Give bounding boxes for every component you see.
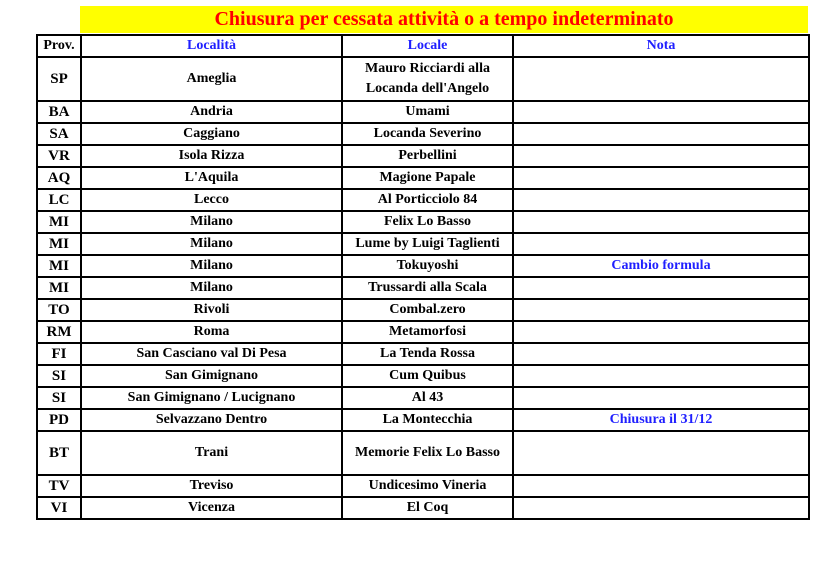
cell-prov: LC xyxy=(37,189,81,211)
cell-locale: Al 43 xyxy=(342,387,513,409)
column-header-localita: Località xyxy=(81,35,342,57)
table-row xyxy=(37,321,809,343)
cell-localita: San Gimignano / Lucignano xyxy=(81,387,342,409)
cell-localita: San Casciano val Di Pesa xyxy=(81,343,342,365)
cell-nota xyxy=(513,277,809,299)
header-row xyxy=(37,35,809,57)
cell-localita: Roma xyxy=(81,321,342,343)
cell-nota xyxy=(513,123,809,145)
cell-localita: San Gimignano xyxy=(81,365,342,387)
cell-nota xyxy=(513,365,809,387)
table-row xyxy=(37,387,809,409)
table-row xyxy=(37,123,809,145)
table-row xyxy=(37,475,809,497)
cell-locale: Felix Lo Basso xyxy=(342,211,513,233)
cell-prov: MI xyxy=(37,233,81,255)
column-header-locale: Locale xyxy=(342,35,513,57)
cell-nota: Cambio formula xyxy=(513,255,809,277)
cell-prov: PD xyxy=(37,409,81,431)
cell-localita: Milano xyxy=(81,277,342,299)
cell-nota xyxy=(513,189,809,211)
cell-localita: Milano xyxy=(81,255,342,277)
table-row xyxy=(37,365,809,387)
table-row xyxy=(37,167,809,189)
cell-locale: Umami xyxy=(342,101,513,123)
cell-nota xyxy=(513,343,809,365)
table-row xyxy=(37,211,809,233)
cell-nota xyxy=(513,57,809,101)
cell-nota xyxy=(513,211,809,233)
cell-localita: Milano xyxy=(81,211,342,233)
table-row xyxy=(37,409,809,431)
cell-prov: VR xyxy=(37,145,81,167)
cell-nota xyxy=(513,299,809,321)
cell-localita: Caggiano xyxy=(81,123,342,145)
cell-locale: Cum Quibus xyxy=(342,365,513,387)
table-row xyxy=(37,233,809,255)
cell-locale: La Montecchia xyxy=(342,409,513,431)
cell-localita: Selvazzano Dentro xyxy=(81,409,342,431)
table-header xyxy=(37,35,809,57)
cell-prov: SI xyxy=(37,387,81,409)
cell-prov: BA xyxy=(37,101,81,123)
cell-locale: El Coq xyxy=(342,497,513,519)
cell-locale: Lume by Luigi Taglienti xyxy=(342,233,513,255)
cell-nota: Chiusura il 31/12 xyxy=(513,409,809,431)
cell-nota xyxy=(513,145,809,167)
cell-prov: RM xyxy=(37,321,81,343)
cell-prov: FI xyxy=(37,343,81,365)
table-row xyxy=(37,431,809,475)
cell-locale: Mauro Ricciardi alla Locanda dell'Angelo xyxy=(342,57,513,101)
table-row xyxy=(37,189,809,211)
cell-localita: Milano xyxy=(81,233,342,255)
cell-prov: SP xyxy=(37,57,81,101)
cell-localita: Lecco xyxy=(81,189,342,211)
cell-prov: TO xyxy=(37,299,81,321)
cell-nota xyxy=(513,387,809,409)
cell-localita: Isola Rizza xyxy=(81,145,342,167)
column-header-prov: Prov. xyxy=(37,35,81,57)
cell-locale: Tokuyoshi xyxy=(342,255,513,277)
cell-localita: Ameglia xyxy=(81,57,342,101)
cell-localita: Andria xyxy=(81,101,342,123)
page-title: Chiusura per cessata attività o a tempo indeterminato xyxy=(80,6,808,33)
cell-locale: Memorie Felix Lo Basso xyxy=(342,431,513,475)
cell-prov: SA xyxy=(37,123,81,145)
cell-prov: MI xyxy=(37,211,81,233)
cell-nota xyxy=(513,497,809,519)
cell-locale: Magione Papale xyxy=(342,167,513,189)
cell-localita: L'Aquila xyxy=(81,167,342,189)
table-row xyxy=(37,255,809,277)
cell-locale: La Tenda Rossa xyxy=(342,343,513,365)
table-row xyxy=(37,57,809,101)
cell-nota xyxy=(513,167,809,189)
table-row xyxy=(37,277,809,299)
cell-prov: TV xyxy=(37,475,81,497)
cell-locale: Undicesimo Vineria xyxy=(342,475,513,497)
cell-locale: Perbellini xyxy=(342,145,513,167)
table-row xyxy=(37,343,809,365)
cell-prov: MI xyxy=(37,255,81,277)
table-row xyxy=(37,145,809,167)
table-body xyxy=(37,57,809,519)
cell-nota xyxy=(513,431,809,475)
cell-prov: SI xyxy=(37,365,81,387)
table-row xyxy=(37,101,809,123)
cell-prov: AQ xyxy=(37,167,81,189)
column-header-nota: Nota xyxy=(513,35,809,57)
cell-locale: Locanda Severino xyxy=(342,123,513,145)
cell-prov: BT xyxy=(37,431,81,475)
cell-locale: Al Porticciolo 84 xyxy=(342,189,513,211)
cell-nota xyxy=(513,101,809,123)
cell-locale: Trussardi alla Scala xyxy=(342,277,513,299)
cell-nota xyxy=(513,321,809,343)
cell-localita: Trani xyxy=(81,431,342,475)
cell-localita: Rivoli xyxy=(81,299,342,321)
cell-nota xyxy=(513,475,809,497)
table-row xyxy=(37,299,809,321)
cell-localita: Treviso xyxy=(81,475,342,497)
closures-table xyxy=(36,34,810,520)
cell-prov: MI xyxy=(37,277,81,299)
cell-locale: Combal.zero xyxy=(342,299,513,321)
cell-nota xyxy=(513,233,809,255)
cell-localita: Vicenza xyxy=(81,497,342,519)
cell-locale: Metamorfosi xyxy=(342,321,513,343)
cell-prov: VI xyxy=(37,497,81,519)
table-row xyxy=(37,497,809,519)
